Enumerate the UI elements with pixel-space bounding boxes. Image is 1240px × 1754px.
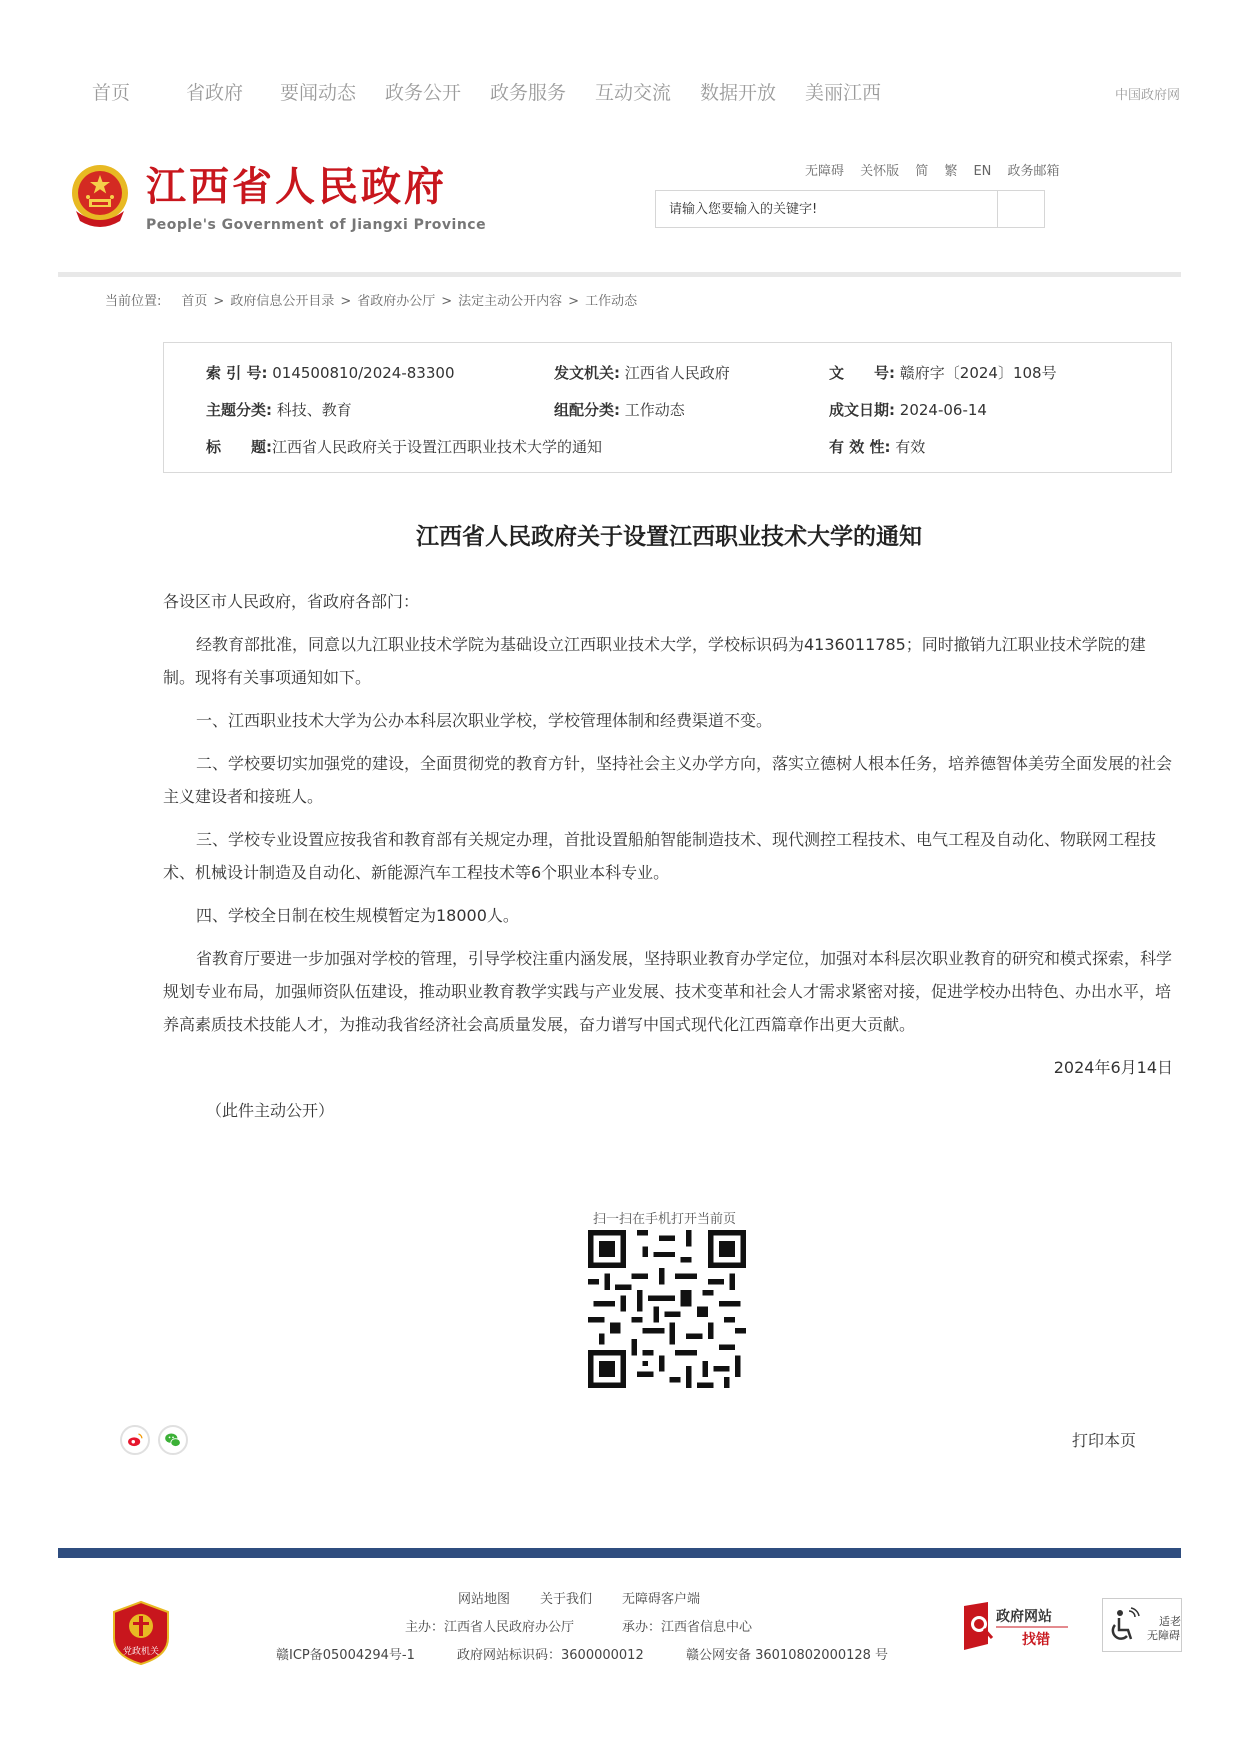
footer-link-accessibility-client[interactable]: 无障碍客户端	[622, 1592, 701, 1607]
info-issuer: 发文机关: 江西省人民政府	[554, 364, 730, 382]
wechat-share-icon[interactable]	[158, 1425, 188, 1455]
document-info-table	[163, 342, 1172, 473]
qr-code-icon	[588, 1230, 746, 1388]
breadcrumb-work-news[interactable]: 工作动态	[585, 294, 638, 309]
footer-icp[interactable]: 赣ICP备05004294号-1	[276, 1648, 415, 1663]
access-text-barrier-free: 无障碍	[1147, 1629, 1180, 1642]
article-paragraph: 二、学校要切实加强党的建设，全面贯彻党的教育方针，坚持社会主义办学方向，落实立德树人根本任务，培养德智体美劳全面发展的社会主义建设者和接班人。	[163, 754, 1173, 806]
report-error-icon[interactable]	[962, 1600, 1072, 1652]
top-nav	[90, 78, 1180, 108]
nav-item-interaction[interactable]: 互动交流	[595, 82, 672, 104]
print-button[interactable]: 打印本页	[1072, 1431, 1137, 1450]
info-title: 标 题:江西省人民政府关于设置江西职业技术大学的通知	[206, 438, 603, 456]
tool-english[interactable]: EN	[973, 164, 992, 179]
report-error-sub: 找错	[1022, 1632, 1050, 1648]
footer-police[interactable]: 赣公网安备 36010802000128 号	[686, 1648, 889, 1663]
site-title: 江西省人民政府	[146, 164, 447, 210]
breadcrumb-statutory[interactable]: 法定主动公开内容	[458, 294, 563, 309]
nav-item-beautiful-jiangxi[interactable]: 美丽江西	[805, 82, 882, 104]
nav-item-news[interactable]: 要闻动态	[280, 82, 357, 104]
article-paragraph: 三、学校专业设置应按我省和教育部有关规定办理，首批设置船舶智能制造技术、现代测控工程技术、电气工程及自动化、物联网工程技术、机械设计制造及自动化、新能源汽车工程技术等6个职业本科专业。	[163, 830, 1157, 882]
search-box	[655, 190, 1045, 228]
nav-item-home[interactable]: 首页	[92, 82, 131, 104]
footer-host: 主办：江西省人民政府办公厅	[405, 1620, 575, 1635]
article-paragraph: 经教育部批准，同意以九江职业技术学院为基础设立江西职业技术大学，学校标识码为4136011785；同时撤销九江职业技术学院的建制。现将有关事项通知如下。	[163, 635, 1146, 687]
search-button[interactable]	[998, 191, 1044, 227]
tool-traditional[interactable]: 繁	[944, 164, 958, 179]
footer-link-sitemap[interactable]: 网站地图	[458, 1592, 511, 1607]
nav-item-province-gov[interactable]: 省政府	[186, 82, 244, 104]
party-gov-logo-icon[interactable]	[112, 1600, 170, 1666]
elderly-accessibility-badge[interactable]	[1102, 1598, 1182, 1652]
weibo-share-icon[interactable]	[120, 1425, 150, 1455]
breadcrumb-info-catalog[interactable]: 政府信息公开目录	[230, 294, 335, 309]
party-logo-text: 党政机关	[122, 1647, 160, 1657]
access-text-elderly: 适老	[1159, 1615, 1181, 1628]
qr-label: 扫一扫在手机打开当前页	[593, 1212, 737, 1227]
breadcrumb-home[interactable]: 首页	[181, 294, 208, 309]
header-divider	[58, 272, 1181, 277]
article-salutation: 各设区市人民政府，省政府各部门：	[163, 592, 420, 611]
article-disclosure: （此件主动公开）	[206, 1101, 335, 1120]
article-date: 2024年6月14日	[1053, 1058, 1173, 1077]
info-validity: 有 效 性: 有效	[829, 438, 926, 456]
site-subtitle: People's Government of Jiangxi Province	[146, 217, 487, 233]
tool-simplified[interactable]: 简	[915, 164, 929, 179]
header-tools	[805, 160, 1071, 180]
nav-item-open-data[interactable]: 数据开放	[700, 82, 777, 104]
nav-item-gov-affairs[interactable]: 政务公开	[385, 82, 462, 104]
breadcrumb-separator: >	[441, 294, 453, 309]
article-paragraph: 一、江西职业技术大学为公办本科层次职业学校，学校管理体制和经费渠道不变。	[196, 711, 773, 730]
search-input[interactable]	[656, 191, 998, 227]
article-paragraph: 四、学校全日制在校生规模暂定为18000人。	[196, 906, 519, 925]
footer-site-id: 政府网站标识码：3600000012	[457, 1648, 644, 1663]
report-error-title: 政府网站	[996, 1609, 1052, 1625]
article-paragraph: 省教育厅要进一步加强对学校的管理，引导学校注重内涵发展，坚持职业教育办学定位，加强对本科层次职业教育的研究和模式探索，科学规划专业布局，加强师资队伍建设，推动职业教育教学实践与产业发展、技术变革和社会人才需求紧密对接，促进学校办出特色、办出水平，培养高素质技术技能人才，为推动我省经济社会高质量发展，奋力谱写中国式现代化江西篇章作出更大贡献。	[163, 949, 1173, 1034]
info-topic: 主题分类: 科技、教育	[206, 401, 352, 419]
national-emblem-icon	[68, 163, 132, 229]
breadcrumb	[105, 290, 637, 309]
article-title: 江西省人民政府关于设置江西职业技术大学的通知	[416, 524, 922, 550]
breadcrumb-separator: >	[213, 294, 225, 309]
info-doc-number: 文 号: 赣府字〔2024〕108号	[829, 364, 1057, 382]
footer-bar	[58, 1548, 1181, 1558]
breadcrumb-separator: >	[568, 294, 580, 309]
china-gov-link[interactable]: 中国政府网	[1114, 88, 1180, 103]
article-body	[163, 585, 1173, 1137]
breadcrumb-separator: >	[340, 294, 352, 309]
info-org-category: 组配分类: 工作动态	[554, 401, 685, 419]
tool-gov-mail[interactable]: 政务邮箱	[1007, 164, 1060, 179]
wheelchair-icon	[1103, 1599, 1182, 1652]
tool-elderly-mode[interactable]: 关怀版	[860, 164, 900, 179]
info-index: 索 引 号: 014500810/2024-83300	[206, 364, 455, 382]
tool-accessibility[interactable]: 无障碍	[805, 164, 845, 179]
footer-links	[458, 1588, 730, 1607]
breadcrumb-office[interactable]: 省政府办公厅	[357, 294, 436, 309]
nav-item-gov-services[interactable]: 政务服务	[490, 82, 567, 104]
footer-link-about[interactable]: 关于我们	[540, 1592, 593, 1607]
breadcrumb-label: 当前位置:	[105, 294, 162, 309]
footer-undertake: 承办：江西省信息中心	[622, 1620, 753, 1635]
info-date: 成文日期: 2024-06-14	[829, 401, 987, 419]
